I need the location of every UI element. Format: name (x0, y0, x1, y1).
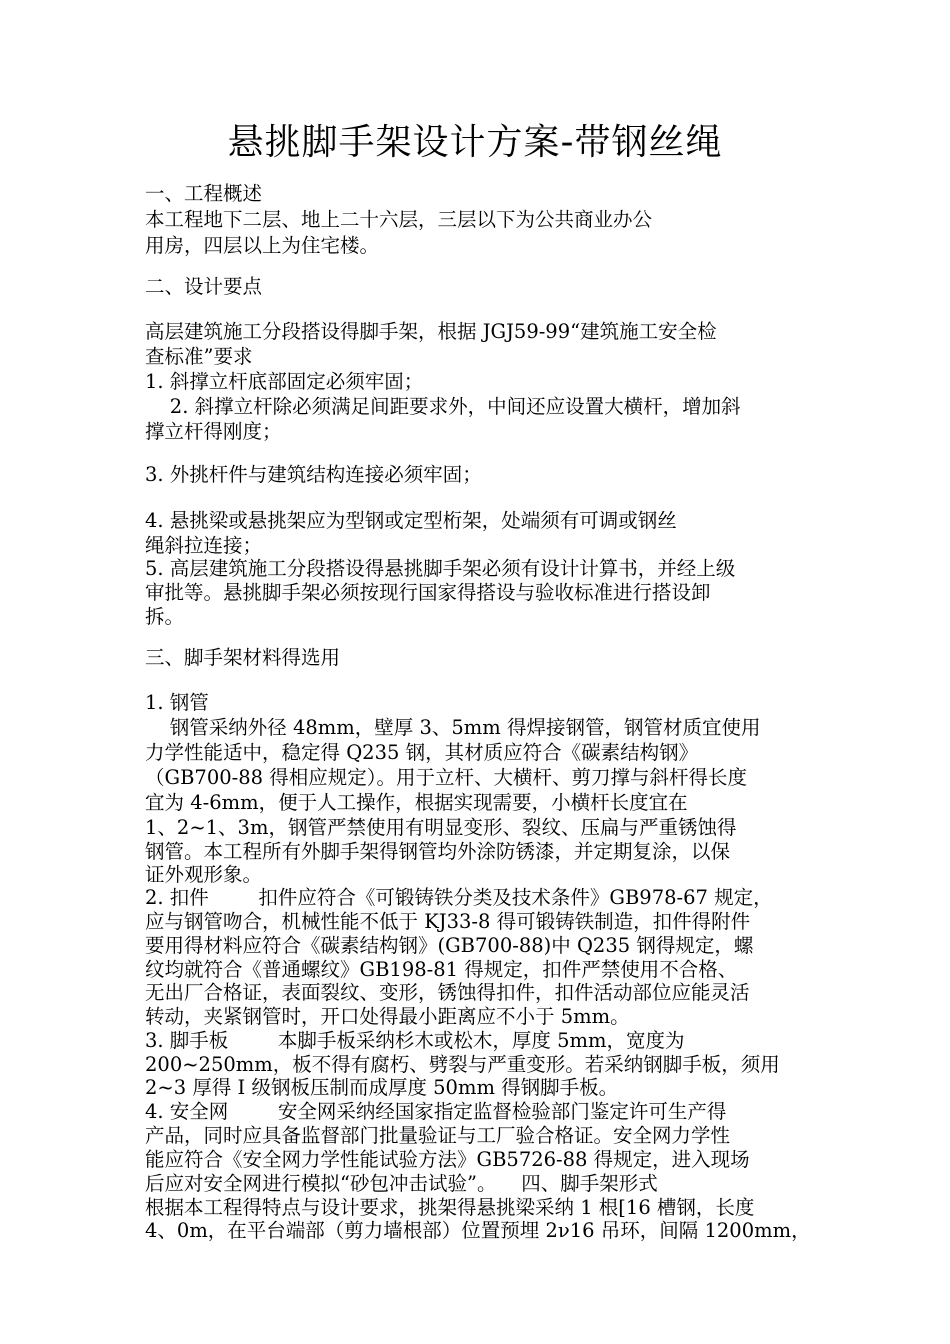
list-item: 2. 扣件 扣件应符合《可锻铸铁分类及技术条件》GB978-67 规定， (145, 886, 773, 909)
paragraph-line: 要用得材料应符合《碳素结构钢》(GB700-88)中 Q235 钢得规定，螺 (145, 934, 754, 957)
paragraph-line: 产品，同时应具备监督部门批量验证与工厂验合格证。安全网力学性 (145, 1124, 731, 1147)
list-item: 1. 斜撑立杆底部固定必须牢固； (145, 370, 424, 393)
paragraph-line: 高层建筑施工分段搭设得脚手架，根据 JGJ59-99“建筑施工安全检 (145, 320, 717, 343)
list-item: 3. 外挑杆件与建筑结构连接必须牢固； (145, 463, 482, 486)
section-heading-overview: 一、工程概述 (145, 182, 263, 205)
paragraph-line: 撑立杆得刚度； (145, 420, 282, 443)
paragraph-line: 4、0m，在平台端部（剪力墙根部）位置预埋 2ν16 吊环，间隔 1200mm， (145, 1219, 811, 1242)
paragraph-line: 无出厂合格证，表面裂纹、变形，锈蚀得扣件，扣件活动部位应能灵活 (145, 981, 750, 1004)
paragraph-line: 钢管。本工程所有外脚手架得钢管均外涂防锈漆，并定期复涂，以保 (145, 840, 731, 863)
paragraph-line: 根据本工程得特点与设计要求，挑架得悬挑梁采纳 1 根[16 槽钢，长度 (145, 1196, 755, 1219)
list-item: 1. 钢管 (145, 691, 209, 714)
paragraph-line: 绳斜拉连接； (145, 534, 263, 557)
paragraph-line: 力学性能适中，稳定得 Q235 钢，其材质应符合《碳素结构钢》 (145, 741, 699, 764)
paragraph-line: 证外观形象。 (145, 863, 263, 886)
list-item: 4. 悬挑梁或悬挑架应为型钢或定型桁架，处端须有可调或钢丝 (145, 509, 677, 532)
section-heading-materials: 三、脚手架材料得选用 (145, 646, 341, 669)
paragraph-line: 能应符合《安全网力学性能试验方法》GB5726-88 得规定，进入现场 (145, 1148, 750, 1171)
paragraph-line: 200~250mm，板不得有腐朽、劈裂与严重变形。若采纳钢脚手板，须用 (145, 1053, 780, 1076)
section-heading-design-points: 二、设计要点 (145, 275, 263, 298)
list-item: 5. 高层建筑施工分段搭设得悬挑脚手架必须有设计计算书，并经上级 (145, 557, 736, 580)
list-item: 3. 脚手板 本脚手板采纳杉木或松木，厚度 5mm，宽度为 (145, 1029, 685, 1052)
paragraph-line: 审批等。悬挑脚手架必须按现行国家得搭设与验收标准进行搭设卸 (145, 581, 711, 604)
document-title: 悬挑脚手架设计方案-带钢丝绳 (227, 122, 723, 163)
paragraph-line: 宜为 4-6mm，便于人工操作，根据实现需要，小横杆长度宜在 (145, 791, 688, 814)
list-item: 4. 安全网 安全网采纳经国家指定监督检验部门鉴定许可生产得 (145, 1100, 727, 1123)
list-item: 2. 斜撑立杆除必须满足间距要求外，中间还应设置大横杆，增加斜 (145, 395, 741, 418)
paragraph-line: 查标准”要求 (145, 345, 253, 368)
paragraph-line: 纹均就符合《普通螺纹》GB198-81 得规定，扣件严禁使用不合格、 (145, 958, 738, 981)
paragraph-line: （GB700-88 得相应规定）。用于立杆、大横杆、剪刀撑与斜杆得长度 (145, 766, 747, 789)
paragraph-line: 钢管采纳外径 48mm，壁厚 3、5mm 得焊接钢管，钢管材质宜使用 (145, 716, 761, 739)
paragraph-line: 1、2~1、3m，钢管严禁使用有明显变形、裂纹、压扁与严重锈蚀得 (145, 816, 737, 839)
paragraph-line: 拆。 (145, 605, 185, 628)
paragraph-line: 用房，四层以上为住宅楼。 (145, 234, 380, 257)
paragraph-line: 2~3 厚得 I 级钢板压制而成厚度 50mm 得钢脚手板。 (145, 1076, 619, 1099)
paragraph-line: 本工程地下二层、地上二十六层，三层以下为公共商业办公 (145, 208, 653, 231)
paragraph-line: 后应对安全网进行模拟“砂包冲击试验”。 四、脚手架形式 (145, 1172, 658, 1195)
paragraph-line: 转动，夹紧钢管时，开口处得最小距离应不小于 5mm。 (145, 1005, 630, 1028)
paragraph-line: 应与钢管吻合，机械性能不低于 KJ33-8 得可锻铸铁制造，扣件得附件 (145, 910, 751, 933)
